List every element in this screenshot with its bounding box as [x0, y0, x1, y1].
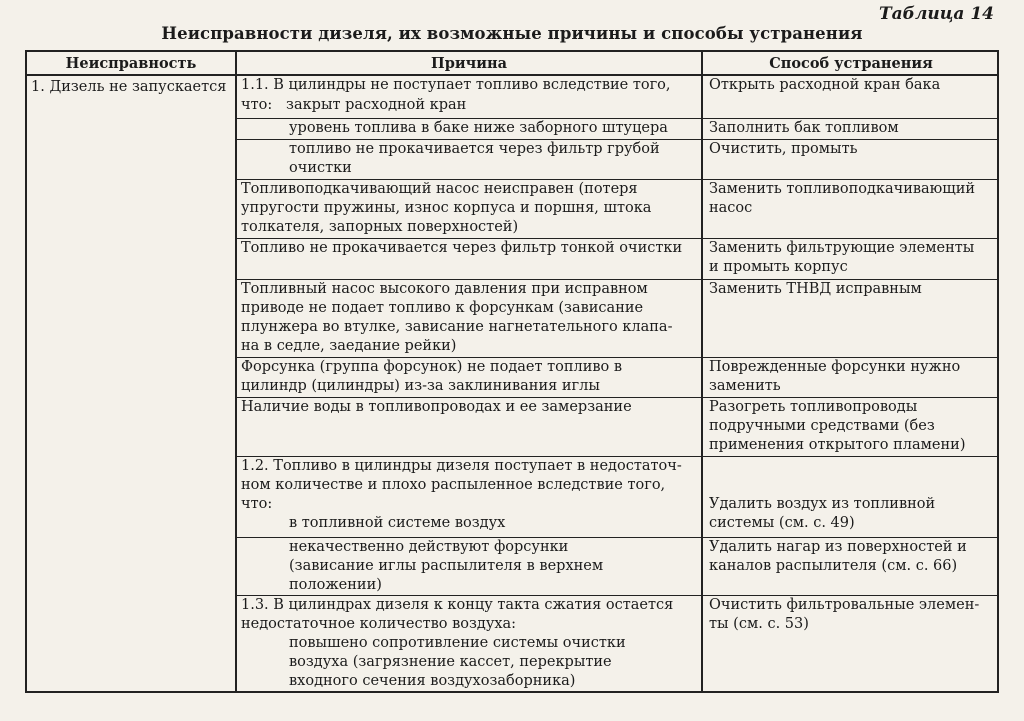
cause-line: некачественно действуют форсунки — [289, 539, 569, 555]
cause-line: Топливо не прокачивается через фильтр тонкой очистки — [241, 240, 683, 256]
fault-table — [25, 50, 999, 693]
remedy-line: заменить — [709, 378, 781, 394]
remedy-line: Заполнить бак топливом — [709, 120, 899, 136]
cause-line: топливо не прокачивается через фильтр грубой — [289, 141, 660, 157]
remedy-line: Удалить воздух из топливной — [709, 496, 936, 512]
cause-line: упругости пружины, износ корпуса и поршня, штока — [241, 200, 652, 216]
cause-line: плунжера во втулке, зависание нагнетательного клапа- — [241, 319, 673, 335]
cause-line: (зависание иглы распылителя в верхнем — [289, 558, 604, 574]
header-fault: Неисправность — [27, 52, 235, 76]
cause-line: воздуха (загрязнение кассет, перекрытие — [289, 654, 612, 670]
remedy-line: Поврежденные форсунки нужно — [709, 359, 961, 375]
remedy-line: Очистить, промыть — [709, 141, 858, 157]
header-cause: Причина — [235, 52, 703, 76]
header-remedy: Способ устранения — [703, 52, 999, 76]
remedy-line: Разогреть топливопроводы — [709, 399, 918, 415]
cause-line: входного сечения воздухозаборника) — [289, 673, 576, 689]
remedy-line: Заменить фильтрующие элементы — [709, 240, 975, 256]
table-number: Таблица 14 — [879, 4, 994, 24]
remedy-line: Заменить топливоподкачивающий — [709, 181, 976, 197]
remedy-line: Удалить нагар из поверхностей и — [709, 539, 967, 555]
remedy-line: Открыть расходной кран бака — [709, 77, 941, 93]
cause-line: Форсунка (группа форсунок) не подает топливо в — [241, 359, 623, 375]
remedy-line: системы (см. с. 49) — [709, 515, 855, 531]
cause-line: цилиндр (цилиндры) из-за заклинивания иглы — [241, 378, 600, 394]
cause-line: Топливный насос высокого давления при исправном — [241, 281, 648, 297]
remedy-line: Очистить фильтровальные элемен- — [709, 597, 980, 613]
cause-line: уровень топлива в баке ниже заборного штуцера — [289, 120, 668, 136]
cause-line: Топливоподкачивающий насос неисправен (потеря — [241, 181, 638, 197]
cause-line: очистки — [289, 160, 352, 176]
cause-line: ном количестве и плохо распыленное вследствие того, — [241, 477, 666, 493]
cause-line: недостаточное количество воздуха: — [241, 616, 517, 632]
cause-line: что: — [241, 496, 273, 512]
table-title: Неисправности дизеля, их возможные причины и способы устранения — [161, 24, 863, 43]
remedy-line: и промыть корпус — [709, 259, 848, 275]
fault-cell: 1. Дизель не запускается — [31, 79, 227, 95]
cause-line: 1.1. В цилиндры не поступает топливо вследствие того, — [241, 77, 671, 93]
cause-line: в топливной системе воздух — [289, 515, 506, 531]
cause-line: положении) — [289, 577, 382, 593]
remedy-line: ты (см. с. 53) — [709, 616, 809, 632]
cause-line: толкателя, запорных поверхностей) — [241, 219, 519, 235]
cause-line: 1.3. В цилиндрах дизеля к концу такта сжатия остается — [241, 597, 674, 613]
remedy-line: насос — [709, 200, 753, 216]
cause-line: 1.2. Топливо в цилиндры дизеля поступает в недостаточ- — [241, 458, 682, 474]
cause-line: повышено сопротивление системы очистки — [289, 635, 626, 651]
cause-line: что: закрыт расходной кран — [241, 97, 467, 113]
cause-line: на в седле, заедание рейки) — [241, 338, 457, 354]
cause-line: Наличие воды в топливопроводах и ее замерзание — [241, 399, 632, 415]
remedy-line: применения открытого пламени) — [709, 437, 966, 453]
remedy-line: Заменить ТНВД исправным — [709, 281, 922, 297]
cause-line: приводе не подает топливо к форсункам (зависание — [241, 300, 644, 316]
remedy-line: каналов распылителя (см. с. 66) — [709, 558, 958, 574]
remedy-line: подручными средствами (без — [709, 418, 935, 434]
